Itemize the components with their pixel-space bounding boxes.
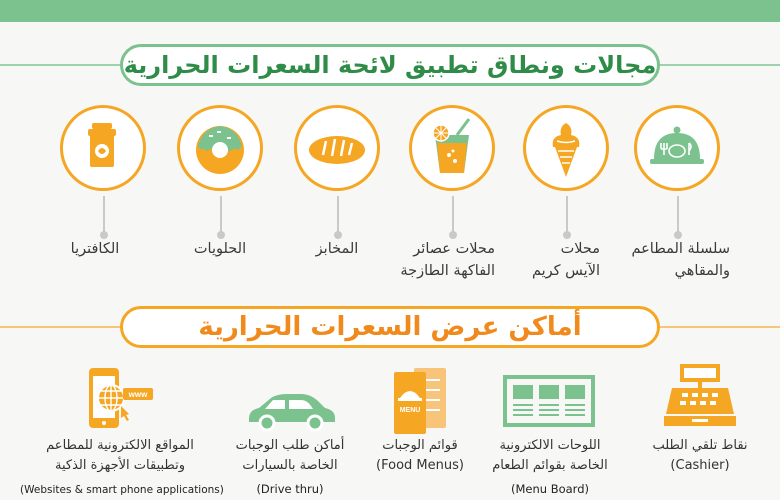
category-juice: [409, 105, 495, 191]
donut-icon: [185, 113, 255, 183]
display-label-food-menus: [360, 436, 480, 476]
top-banner: [0, 0, 780, 22]
section-title-display-text: أماكن عرض السعرات الحرارية: [198, 312, 582, 342]
divider-line: [658, 64, 780, 66]
juice-glass-icon: [417, 113, 487, 183]
ice-cream-icon: [531, 113, 601, 183]
car-icon: [243, 390, 339, 432]
category-restaurants: [634, 105, 720, 191]
food-cloche-icon: [642, 113, 712, 183]
connector-line: [677, 196, 679, 234]
section-title-scope-text: مجالات ونطاق تطبيق لائحة السعرات الحرارية: [123, 51, 657, 79]
category-label-line: الحلويات: [193, 241, 247, 257]
divider-line: [0, 64, 122, 66]
display-label-line: اللوحات الالكترونية: [499, 438, 601, 453]
category-cafeteria: [60, 105, 146, 191]
category-label-line: الآيس كريم: [531, 263, 600, 279]
category-label-line: المخابز: [315, 241, 359, 257]
category-label-line: الكافتريا: [70, 241, 120, 257]
category-label-juice: [385, 238, 495, 282]
category-sweets: [177, 105, 263, 191]
connector-line: [103, 196, 105, 234]
display-label-line: نقاط تلقي الطلب: [652, 438, 748, 453]
display-label-menu-board-en: (Menu Board): [510, 482, 589, 496]
display-label-line: (Cashier): [670, 458, 730, 473]
bread-icon: [302, 113, 372, 183]
category-label-bakeries: [292, 238, 382, 260]
category-label-cafeteria: [50, 238, 140, 260]
cafeteria-cup-icon: [68, 113, 138, 183]
category-label-sweets: [175, 238, 265, 260]
display-label-drive-thru: [215, 436, 365, 476]
category-label-line: محلات عصائر: [413, 241, 495, 257]
display-label-line: الخاصة بقوائم الطعام: [492, 458, 608, 473]
section-title-display: [120, 306, 660, 348]
category-label-line: والمقاهي: [674, 263, 730, 279]
display-label-line: أماكن طلب الوجبات: [235, 438, 345, 453]
display-label-line: المواقع الالكترونية للمطاعم: [46, 438, 194, 453]
divider-line: [658, 326, 780, 328]
svg-text:www: www: [128, 390, 148, 399]
divider-line: [0, 326, 122, 328]
connector-line: [452, 196, 454, 234]
category-label-line: الفاكهة الطازجة: [400, 263, 495, 279]
display-label-line: قوائم الوجبات: [382, 438, 458, 453]
category-label-restaurants: [625, 238, 730, 282]
smartphone-web-icon: [85, 366, 155, 432]
display-label-cashier: [640, 436, 760, 476]
category-label-line: محلات: [560, 241, 600, 257]
display-label-line: وتطبيقات الأجهزة الذكية: [55, 458, 185, 473]
display-label-line: الخاصة بالسيارات: [242, 458, 338, 473]
display-label-line: (Food Menus): [376, 458, 464, 473]
category-label-ice-cream: [510, 238, 600, 282]
connector-line: [220, 196, 222, 234]
display-label-drive-thru-en: (Drive thru): [256, 482, 324, 496]
connector-line: [337, 196, 339, 234]
category-bakeries: [294, 105, 380, 191]
display-label-websites: [20, 436, 220, 476]
display-label-menu-board: [470, 436, 630, 476]
menu-icon: [392, 364, 448, 436]
section-title-scope: [120, 44, 660, 86]
menu-board-icon: [503, 375, 595, 427]
category-label-line: سلسلة المطاعم: [631, 241, 730, 257]
cash-register-icon: [662, 362, 738, 428]
connector-line: [566, 196, 568, 234]
display-label-websites-en: (Websites & smart phone applications): [20, 484, 224, 496]
category-ice-cream: [523, 105, 609, 191]
svg-text:MENU: MENU: [399, 407, 421, 414]
